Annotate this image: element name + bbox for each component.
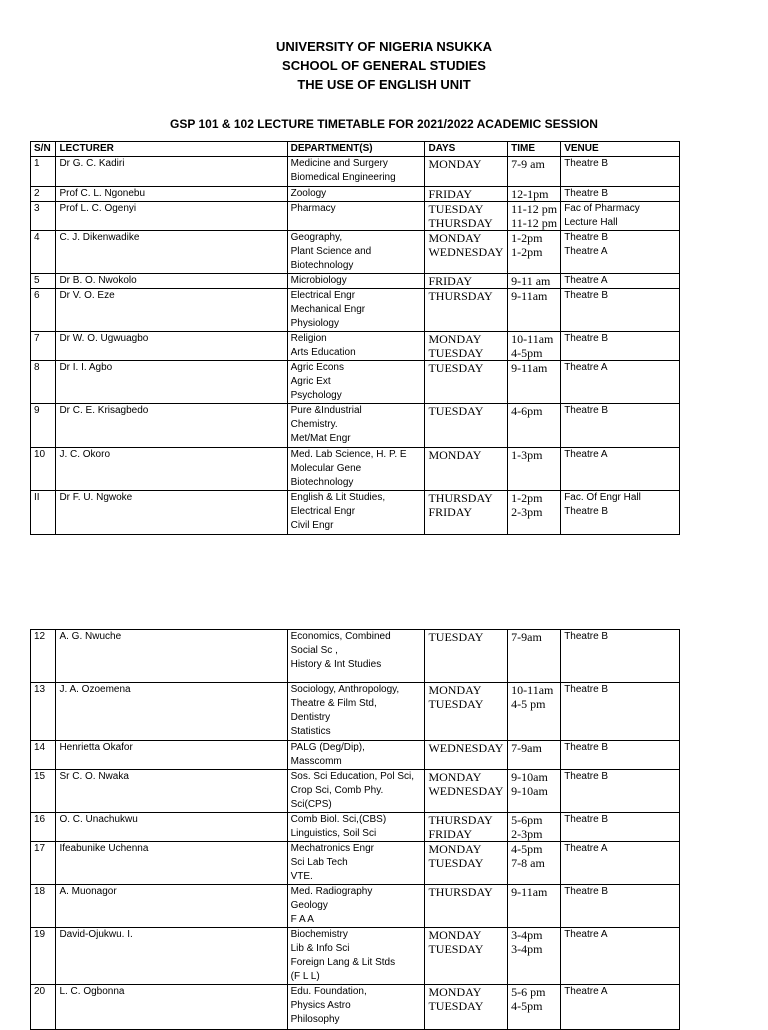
cell-departments [287,985,425,1030]
cell-departments-line: Sci Lab Tech [290,857,348,868]
cell-sn: 8 [31,361,56,404]
cell-venue [561,741,680,770]
cell-days [425,770,508,813]
cell-sn: 19 [31,928,56,985]
cell-days-line: THURSDAY [428,216,493,230]
cell-time [508,630,561,683]
cell-departments-line: Physiology [290,318,339,329]
cell-lecturer: Sr C. O. Nwaka [56,770,287,813]
cell-departments-line: Foreign Lang & Lit Stds [290,957,396,968]
cell-days-line: FRIDAY [428,505,473,519]
cell-lecturer: A. G. Nwuche [56,630,287,683]
cell-lecturer: C. J. Dikenwadike [56,231,287,274]
table-row [31,332,680,361]
cell-departments-line: Linguistics, Soil Sci [290,828,377,839]
cell-lecturer: Dr B. O. Nwokolo [56,274,287,289]
cell-sn: 6 [31,289,56,332]
cell-days-line: THURSDAY [428,289,493,303]
cell-lecturer: A. Muonagor [56,885,287,928]
cell-venue-line: Theatre A [564,929,608,940]
cell-time-line: 3-4pm [511,942,543,956]
cell-departments-line: Social Sc , [290,645,338,656]
cell-departments-line: Geography, [290,232,343,243]
cell-days-line: WEDNESDAY [428,784,504,798]
table-row [31,683,680,741]
cell-time-line: 4-5pm [511,999,543,1013]
cell-departments-line: Mechatronics Engr [290,843,374,854]
cell-sn: 9 [31,404,56,448]
cell-time [508,683,561,741]
cell-time-line: 9-11am [511,361,548,375]
cell-departments-line: Statistics [290,726,331,737]
cell-sn: 12 [31,630,56,683]
cell-lecturer: O. C. Unachukwu [56,813,287,842]
cell-departments-line: Pure &Industrial [290,405,362,416]
cell-lecturer: J. C. Okoro [56,448,287,491]
cell-time [508,448,561,491]
cell-sn: 5 [31,274,56,289]
cell-venue-line: Theatre B [564,232,609,243]
cell-days [425,448,508,491]
cell-departments-line: Economics, Combined [290,631,391,642]
cell-departments-line: Biotechnology [290,260,354,271]
column-header-venue: VENUE [561,142,680,157]
cell-time [508,928,561,985]
cell-venue-line: Theatre A [564,986,608,997]
cell-departments-line: Sci(CPS) [290,799,332,810]
cell-venue [561,813,680,842]
cell-departments-line: Molecular Gene [290,463,362,474]
cell-departments [287,274,425,289]
cell-departments [287,928,425,985]
cell-departments-line: History & Int Studies [290,659,382,670]
cell-days [425,985,508,1030]
cell-departments [287,187,425,202]
cell-days-line: FRIDAY [428,827,473,841]
cell-lecturer: Dr W. O. Ugwuagbo [56,332,287,361]
cell-venue-line: Theatre B [564,886,609,897]
cell-time [508,231,561,274]
cell-sn: 18 [31,885,56,928]
cell-sn: 13 [31,683,56,741]
table-row [31,630,680,683]
cell-venue-line: Theatre B [564,684,609,695]
cell-departments-line: Religion [290,333,327,344]
cell-venue-line: Theatre A [564,275,608,286]
cell-days [425,157,508,187]
cell-time-line: 9-11 am [511,274,551,288]
timetable-title: GSP 101 & 102 LECTURE TIMETABLE FOR 2021/2022 ACADEMIC SESSION [170,117,598,131]
cell-lecturer: David-Ojukwu. I. [56,928,287,985]
cell-departments [287,332,425,361]
header-unit: THE USE OF ENGLISH UNIT [297,77,471,92]
cell-sn: 20 [31,985,56,1030]
cell-venue-line: Theatre B [564,631,609,642]
cell-venue-line: Theatre B [564,771,609,782]
cell-time [508,202,561,231]
cell-sn: 16 [31,813,56,842]
cell-time-line: 2-3pm [511,505,543,519]
table-body-2 [31,630,680,1030]
cell-time-line: 10-11am [511,332,554,346]
cell-time-line: 4-5pm [511,346,543,360]
cell-time-line: 5-6pm [511,813,543,827]
cell-time-line: 9-11am [511,885,548,899]
table-row [31,885,680,928]
cell-venue [561,231,680,274]
cell-departments-line: Biotechnology [290,477,354,488]
cell-lecturer: Prof C. L. Ngonebu [56,187,287,202]
cell-sn: 4 [31,231,56,274]
cell-time [508,770,561,813]
column-header-departments: DEPARTMENT(S) [287,142,425,157]
cell-time [508,885,561,928]
cell-departments-line: Agric Econs [290,362,344,373]
cell-sn: 14 [31,741,56,770]
cell-time-line: 12-1pm [511,187,549,201]
cell-departments-line: Plant Science and [290,246,372,257]
cell-venue [561,985,680,1030]
cell-days [425,741,508,770]
cell-days-line: MONDAY [428,842,482,856]
column-header-sn: S/N [31,142,56,157]
cell-time [508,404,561,448]
cell-departments-line: Met/Mat Engr [290,433,351,444]
cell-days [425,361,508,404]
cell-days-line: MONDAY [428,985,482,999]
cell-departments-line: Zoology [290,188,327,199]
cell-departments-line: English & Lit Studies, [290,492,386,503]
cell-days-line: MONDAY [428,928,482,942]
cell-lecturer: Dr F. U. Ngwoke [56,491,287,535]
cell-venue [561,332,680,361]
cell-departments-line: Sociology, Anthropology, [290,684,400,695]
header-university: UNIVERSITY OF NIGERIA NSUKKA [276,39,492,54]
table-row [31,231,680,274]
cell-days [425,928,508,985]
cell-venue-line: Theatre B [564,506,609,517]
cell-days [425,231,508,274]
cell-venue [561,274,680,289]
cell-lecturer: Dr I. I. Agbo [56,361,287,404]
cell-sn: II [31,491,56,535]
cell-sn: 2 [31,187,56,202]
cell-venue [561,289,680,332]
cell-time-line: 4-5 pm [511,697,546,711]
cell-sn: 17 [31,842,56,885]
cell-days-line: FRIDAY [428,274,473,288]
cell-days-line: TUESDAY [428,697,484,711]
cell-departments [287,157,425,187]
table-row [31,491,680,535]
cell-departments [287,361,425,404]
cell-lecturer: L. C. Ogbonna [56,985,287,1030]
cell-days [425,683,508,741]
cell-days-line: MONDAY [428,448,482,462]
cell-time [508,274,561,289]
table-row [31,813,680,842]
cell-departments [287,813,425,842]
table-row [31,202,680,231]
cell-venue-line: Lecture Hall [564,217,618,228]
cell-venue-line: Theatre A [564,449,608,460]
cell-lecturer: J. A. Ozoemena [56,683,287,741]
cell-days-line: TUESDAY [428,346,484,360]
cell-time-line: 1-3pm [511,448,543,462]
cell-sn: 7 [31,332,56,361]
cell-departments [287,741,425,770]
cell-time-line: 7-9am [511,741,542,755]
cell-days-line: THURSDAY [428,885,493,899]
cell-departments-line: (F L L) [290,971,320,982]
cell-days-line: TUESDAY [428,404,484,418]
cell-time-line: 4-6pm [511,404,543,418]
cell-time-line: 9-10am [511,770,548,784]
cell-departments-line: Theatre & Film Std, [290,698,377,709]
cell-lecturer: Dr C. E. Krisagbedo [56,404,287,448]
cell-venue [561,770,680,813]
cell-departments-line: Pharmacy [290,203,336,214]
cell-departments-line: Mechanical Engr [290,304,366,315]
cell-departments-line: F A A [290,914,314,925]
table-row [31,842,680,885]
cell-departments-line: Dentistry [290,712,331,723]
cell-time-line: 7-9am [511,630,542,644]
cell-venue-line: Theatre B [564,158,609,169]
cell-days-line: MONDAY [428,683,482,697]
cell-venue-line: Theatre B [564,405,609,416]
cell-departments-line: PALG (Deg/Dip), [290,742,365,753]
cell-time-line: 1-2pm [511,491,543,505]
cell-days-line: THURSDAY [428,813,493,827]
cell-days-line: TUESDAY [428,361,484,375]
cell-time [508,741,561,770]
cell-days [425,813,508,842]
cell-departments-line: Med. Lab Science, H. P. E [290,449,407,460]
cell-venue-line: Theatre B [564,188,609,199]
cell-time-line: 9-10am [511,784,548,798]
cell-days [425,332,508,361]
cell-departments-line: VTE. [290,871,313,882]
timetable-table-1 [30,141,680,535]
cell-lecturer: Dr V. O. Eze [56,289,287,332]
cell-days-line: MONDAY [428,157,482,171]
cell-days [425,842,508,885]
cell-venue-line: Theatre B [564,333,609,344]
cell-departments [287,683,425,741]
cell-days [425,885,508,928]
cell-venue [561,928,680,985]
cell-time [508,491,561,535]
cell-days [425,202,508,231]
cell-time [508,157,561,187]
cell-departments-line: Psychology [290,390,342,401]
cell-lecturer: Henrietta Okafor [56,741,287,770]
cell-venue [561,491,680,535]
table-row [31,157,680,187]
timetable-table-2 [30,629,680,1030]
cell-days-line: THURSDAY [428,491,493,505]
cell-venue-line: Theatre A [564,843,608,854]
cell-time-line: 4-5pm [511,842,543,856]
cell-time [508,289,561,332]
cell-departments-line: Med. Radiography [290,886,373,897]
cell-time-line: 7-9 am [511,157,545,171]
cell-sn: 10 [31,448,56,491]
cell-time-line: 5-6 pm [511,985,546,999]
cell-time-line: 11-12 pm [511,202,558,216]
cell-days-line: MONDAY [428,231,482,245]
cell-time [508,361,561,404]
cell-sn: 15 [31,770,56,813]
cell-venue-line: Fac of Pharmacy [564,203,640,214]
cell-departments [287,770,425,813]
table-row [31,187,680,202]
cell-time [508,187,561,202]
cell-time [508,842,561,885]
column-header-days: DAYS [425,142,508,157]
cell-departments [287,448,425,491]
cell-departments-line: Geology [290,900,328,911]
cell-departments-line: Agric Ext [290,376,331,387]
cell-departments-line: Crop Sci, Comb Phy. [290,785,384,796]
table-row [31,404,680,448]
cell-departments-line: Edu. Foundation, [290,986,367,997]
cell-lecturer: Ifeabunike Uchenna [56,842,287,885]
cell-venue-line: Fac. Of Engr Hall [564,492,641,503]
table-body-1 [31,157,680,535]
cell-venue-line: Theatre B [564,290,609,301]
cell-lecturer: Dr G. C. Kadiri [56,157,287,187]
cell-days [425,289,508,332]
table-row [31,448,680,491]
cell-departments [287,630,425,683]
cell-departments-line: Sos. Sci Education, Pol Sci, [290,771,415,782]
cell-departments [287,404,425,448]
cell-time [508,813,561,842]
cell-venue [561,842,680,885]
cell-time-line: 1-2pm [511,231,543,245]
cell-departments-line: Civil Engr [290,520,334,531]
cell-venue [561,448,680,491]
cell-venue-line: Theatre A [564,246,608,257]
cell-days-line: TUESDAY [428,202,484,216]
cell-departments-line: Lib & Info Sci [290,943,350,954]
cell-departments-line: Comb Biol. Sci,(CBS) [290,814,387,825]
column-header-lecturer: LECTURER [56,142,287,157]
cell-departments-line: Medicine and Surgery [290,158,388,169]
header-school: SCHOOL OF GENERAL STUDIES [282,58,486,73]
cell-time-line: 3-4pm [511,928,543,942]
cell-venue [561,202,680,231]
cell-days-line: MONDAY [428,770,482,784]
table-header-row [31,142,680,157]
cell-time-line: 2-3pm [511,827,543,841]
cell-days-line: WEDNESDAY [428,741,504,755]
cell-departments [287,289,425,332]
table-row [31,741,680,770]
cell-days-line: MONDAY [428,332,482,346]
cell-venue [561,630,680,683]
cell-days-line: TUESDAY [428,630,484,644]
table-row [31,928,680,985]
cell-departments-line: Arts Education [290,347,356,358]
cell-departments-line: Philosophy [290,1014,340,1025]
column-header-time: TIME [508,142,561,157]
cell-departments-line: Microbiology [290,275,347,286]
table-row [31,289,680,332]
cell-lecturer: Prof L. C. Ogenyi [56,202,287,231]
table-row [31,361,680,404]
cell-departments [287,231,425,274]
cell-time-line: 9-11am [511,289,548,303]
cell-venue [561,187,680,202]
cell-days [425,187,508,202]
cell-departments-line: Electrical Engr [290,506,356,517]
cell-venue [561,361,680,404]
cell-venue [561,683,680,741]
cell-days [425,274,508,289]
table-row [31,985,680,1030]
cell-departments-line: Masscomm [290,756,342,767]
cell-departments [287,842,425,885]
cell-departments [287,491,425,535]
table-row [31,274,680,289]
cell-departments-line: Biochemistry [290,929,348,940]
cell-venue-line: Theatre B [564,814,609,825]
cell-departments-line: Chemistry. [290,419,338,430]
cell-sn: 1 [31,157,56,187]
cell-days [425,404,508,448]
cell-days-line: TUESDAY [428,999,484,1013]
cell-days-line: WEDNESDAY [428,245,504,259]
cell-venue-line: Theatre B [564,742,609,753]
cell-days [425,491,508,535]
cell-venue [561,157,680,187]
cell-departments-line: Physics Astro [290,1000,351,1011]
cell-departments-line: Electrical Engr [290,290,356,301]
cell-days-line: FRIDAY [428,187,473,201]
cell-departments [287,202,425,231]
cell-time [508,985,561,1030]
cell-venue [561,885,680,928]
cell-departments [287,885,425,928]
cell-venue [561,404,680,448]
cell-time-line: 10-11am [511,683,554,697]
cell-days-line: TUESDAY [428,856,484,870]
cell-time-line: 7-8 am [511,856,545,870]
cell-time-line: 1-2pm [511,245,543,259]
cell-time-line: 11-12 pm [511,216,558,230]
cell-days-line: TUESDAY [428,942,484,956]
cell-days [425,630,508,683]
cell-venue-line: Theatre A [564,362,608,373]
cell-departments-line: Biomedical Engineering [290,172,396,183]
table-row [31,770,680,813]
cell-sn: 3 [31,202,56,231]
cell-time [508,332,561,361]
